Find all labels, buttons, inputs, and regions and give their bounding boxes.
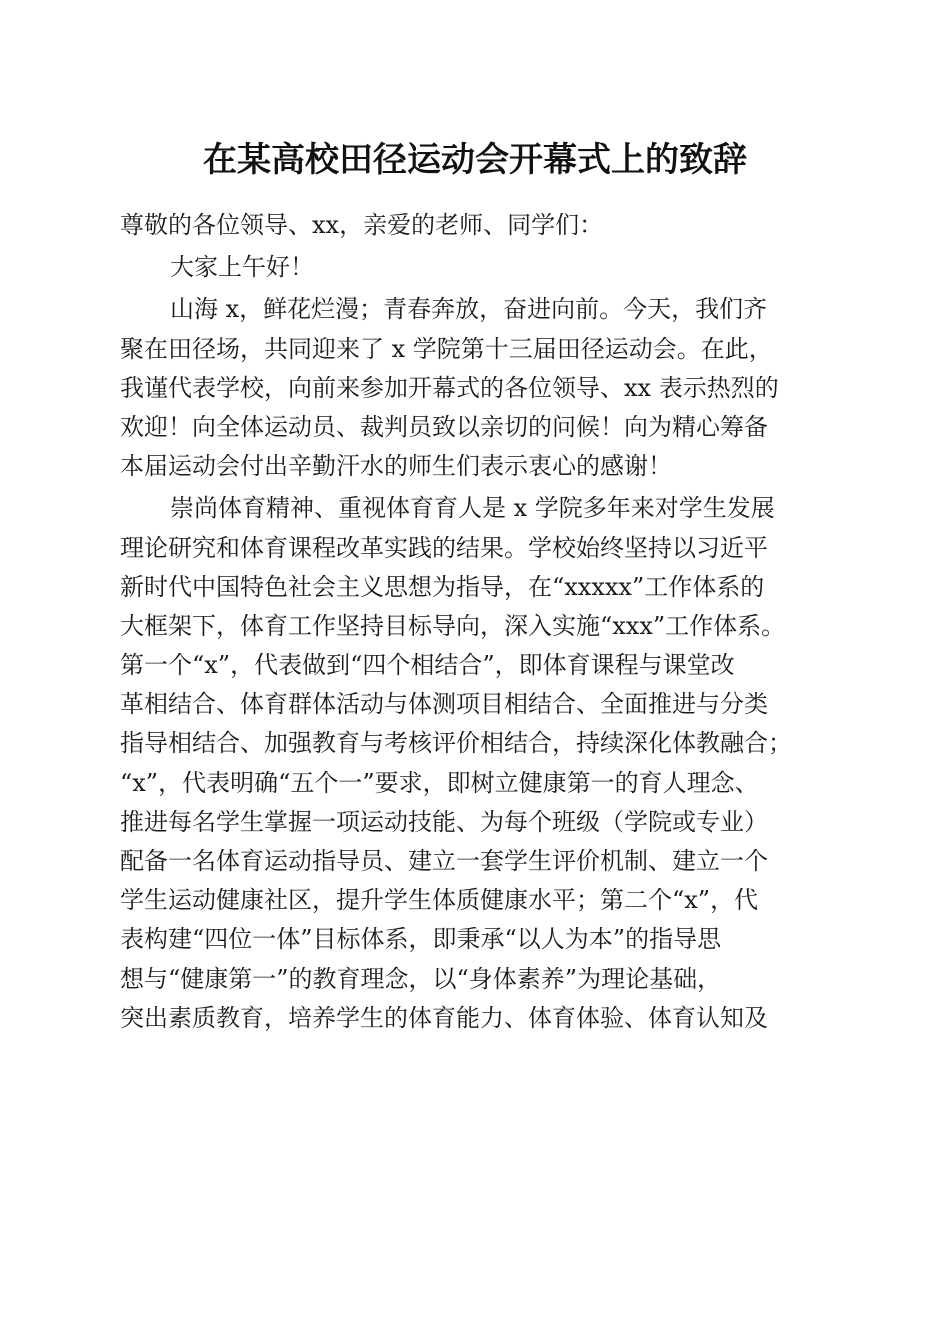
paragraph-line: 推进每名学生掌握一项运动技能、为每个班级（学院或专业） — [120, 807, 768, 836]
paragraph-line: 理论研究和体育课程改革实践的结果。学校始终坚持以习近平 — [120, 533, 768, 562]
paragraph-line: 革相结合、体育群体活动与体测项目相结合、全面推进与分类 — [120, 690, 768, 719]
paragraph-line: 欢迎！向全体运动员、裁判员致以亲切的问候！向为精心筹备 — [120, 412, 768, 441]
paragraph-line: 指导相结合、加强教育与考核评价相结合，持续深化体教融合； — [120, 729, 792, 758]
paragraph-line: 大框架下，体育工作坚持目标导向，深入实施“xxx”工作体系。 — [120, 611, 786, 640]
paragraph-line: 新时代中国特色社会主义思想为指导，在“xxxxx”工作体系的 — [120, 572, 765, 601]
paragraph-1 — [120, 290, 830, 486]
greeting-line: 大家上午好！ — [170, 253, 314, 282]
paragraph-line: 表构建“四位一体”目标体系，即秉承“以人为本”的指导思 — [120, 925, 722, 954]
paragraph-line: 山海 x，鲜花烂漫；青春奔放，奋进向前。今天，我们齐 — [170, 295, 768, 324]
document-body — [120, 206, 830, 1038]
salutation-line: 尊敬的各位领导、xx，亲爱的老师、同学们： — [120, 211, 604, 239]
paragraph-line: 学生运动健康社区，提升学生体质健康水平；第二个“x”，代 — [120, 886, 759, 915]
paragraph-line: 聚在田径场，共同迎来了 x 学院第十三届田径运动会。在此， — [120, 334, 773, 363]
paragraph-line: 我谨代表学校，向前来参加开幕式的各位领导、xx 表示热烈的 — [120, 373, 779, 402]
paragraph-line: 第一个“x”，代表做到“四个相结合”，即体育课程与课堂改 — [120, 651, 735, 680]
page-title: 在某高校田径运动会开幕式上的致辞 — [203, 140, 747, 180]
paragraph-line: 崇尚体育精神、重视体育育人是 x 学院多年来对学生发展 — [170, 494, 775, 523]
paragraph-line: “x”，代表明确“五个一”要求，即树立健康第一的育人理念、 — [120, 768, 759, 797]
paragraph-line: 突出素质教育，培养学生的体育能力、体育体验、体育认知及 — [120, 1003, 768, 1032]
paragraph-line: 本届运动会付出辛勤汗水的师生们表示衷心的感谢！ — [120, 452, 672, 481]
paragraph-line: 配备一名体育运动指导员、建立一套学生评价机制、建立一个 — [120, 847, 768, 875]
paragraph-line: 想与“健康第一”的教育理念，以“身体素养”为理论基础， — [120, 964, 722, 993]
paragraph-2 — [120, 489, 830, 1038]
